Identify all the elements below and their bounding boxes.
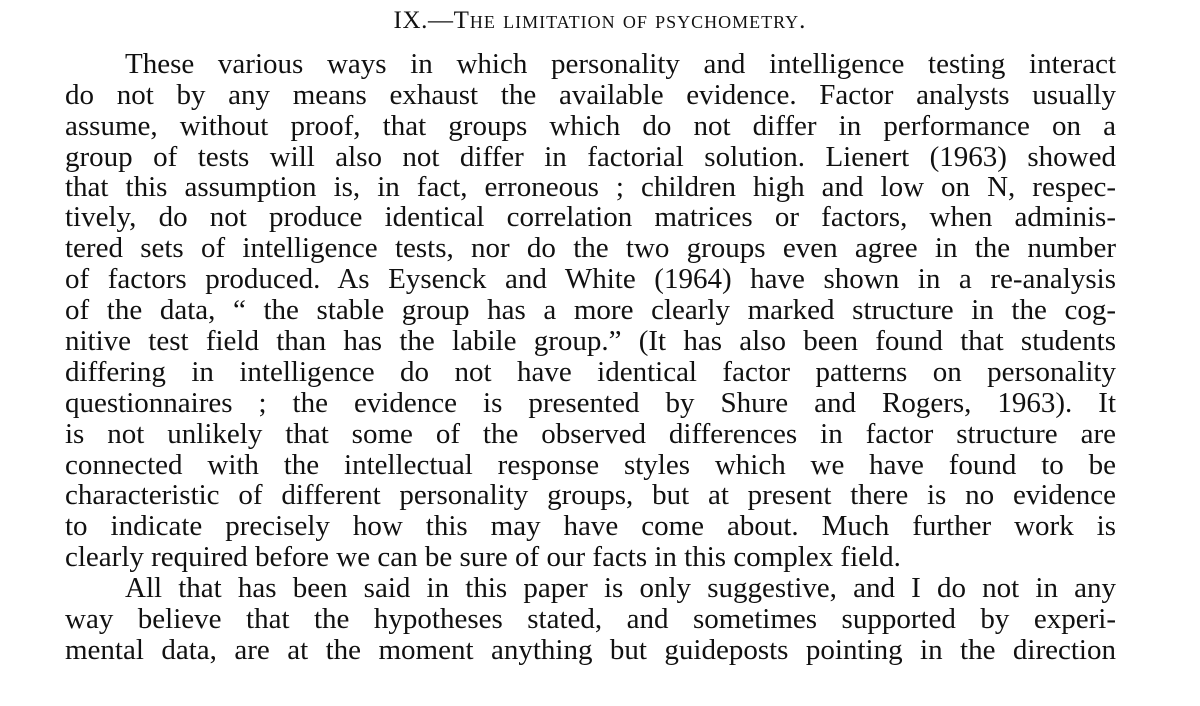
body-text-line: is not unlikely that some of the observed differences in factor structure are (65, 418, 1116, 450)
body-text-line: These various ways in which personality and intelligence testing interact (125, 48, 1116, 80)
body-text-line: assume, without proof, that groups which do not differ in performance on a (65, 110, 1116, 142)
body-text-line: of the data, “ the stable group has a more clearly marked structure in the cog- (65, 294, 1116, 326)
section-number: IX. (393, 7, 428, 34)
body-text-line: nitive test field than has the labile group.” (It has also been found that students (65, 325, 1116, 357)
body-text-line: clearly required before we can be sure of our facts in this complex field. (65, 541, 901, 573)
body-text-line: way believe that the hypotheses stated, and sometimes supported by experi- (65, 603, 1116, 635)
body-text-line: characteristic of different personality groups, but at present there is no evidence (65, 479, 1116, 511)
body-text-line: that this assumption is, in fact, erroneous ; children high and low on N, respec- (65, 171, 1116, 203)
section-heading (0, 4, 1200, 38)
body-text-line: differing in intelligence do not have identical factor patterns on personality (65, 356, 1116, 388)
body-text-line: tered sets of intelligence tests, nor do the two groups even agree in the number (65, 232, 1116, 264)
section-title: The limitation of psychometry. (453, 7, 807, 34)
body-text-line: do not by any means exhaust the available evidence. Factor analysts usually (65, 79, 1116, 111)
body-text-line: questionnaires ; the evidence is presented by Shure and Rogers, 1963). It (65, 387, 1116, 419)
body-text-line: group of tests will also not differ in factorial solution. Lienert (1963) showed (65, 141, 1116, 173)
body-text-line: of factors produced. As Eysenck and White (1964) have shown in a re-analysis (65, 263, 1116, 295)
body-text-line: mental data, are at the moment anything but guideposts pointing in the direction (65, 634, 1116, 666)
body-text-line: tively, do not produce identical correlation matrices or factors, when adminis- (65, 201, 1116, 233)
section-dash: — (427, 7, 454, 34)
body-text-line: All that has been said in this paper is only suggestive, and I do not in any (125, 572, 1116, 604)
body-text-line: to indicate precisely how this may have come about. Much further work is (65, 510, 1116, 542)
body-text-line: connected with the intellectual response styles which we have found to be (65, 449, 1116, 481)
